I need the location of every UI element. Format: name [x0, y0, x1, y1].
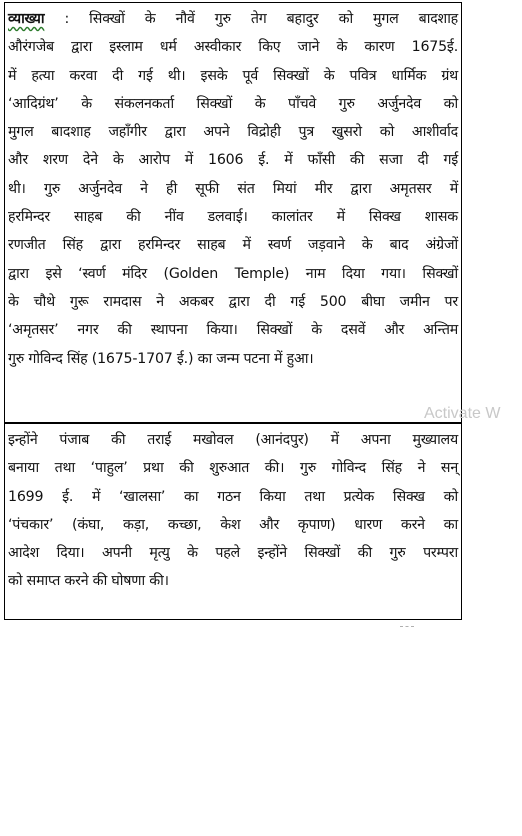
text-line-5: मुगल बादशाह जहाँगीर द्वारा अपने विद्रोही पुत्र खुसरो को आशीर्वाद	[8, 124, 458, 141]
heading-separator: :	[44, 11, 90, 27]
text-line-13: गुरु गोविन्द सिंह (1675-1707 ई.) का जन्म पटना में हुआ।	[8, 350, 314, 367]
activate-windows-watermark: Activate W	[424, 405, 501, 422]
heading-label: व्याख्या	[8, 11, 45, 27]
paragraph-2	[5, 424, 461, 619]
paragraph-1	[5, 3, 461, 424]
text-line-8: हरमिन्दर साहब की नींव डलवाई। कालांतर में सिक्ख शासक	[8, 209, 458, 226]
text-line-16: 1699 ई. में ‘खालसा’ का गठन किया तथा प्रत्येक सिक्ख को	[8, 488, 458, 505]
text-line-12: ‘अमृतसर’ नगर की स्थापना किया। सिक्खों के दसवें और अन्तिम	[8, 322, 458, 339]
text-line-6: और शरण देने के आरोप में 1606 ई. में फाँसी की सजा दी गई	[8, 152, 458, 169]
text-line-10: द्वारा इसे ‘स्वर्ण मंदिर (Golden Temple) नाम दिया गया। सिक्खों	[8, 265, 458, 282]
first-line-text: सिक्खों के नौवें गुरु तेग बहादुर को मुगल बादशाह	[89, 11, 458, 27]
text-line-17: ‘पंचकार’ (कंघा, कड़ा, कच्छा, केश और कृपाण) धारण करने का	[8, 516, 458, 533]
text-line-7: थी। गुरु अर्जुनदेव ने ही सूफी संत मियां मीर द्वारा अमृतसर में	[8, 180, 458, 197]
document-page	[4, 2, 462, 620]
text-line-1	[8, 5, 458, 33]
text-line-15: बनाया तथा ‘पाहुल’ प्रथा की शुरुआत की। गुरु गोविन्द सिंह ने सन्	[8, 460, 458, 477]
text-line-18: आदेश दिया। अपनी मृत्यु के पहले इन्होंने सिक्खों की गुरु परम्परा	[8, 545, 458, 562]
text-line-11: के चौथे गुरू रामदास ने अकबर द्वारा दी गई 500 बीघा जमीन पर	[8, 293, 458, 310]
text-line-14: इन्होंने पंजाब की तराई मखोवल (आनंदपुर) में अपना मुख्यालय	[8, 432, 458, 448]
scan-artifact	[400, 626, 414, 628]
text-line-9: रणजीत सिंह द्वारा हरमिन्दर साहब में स्वर्ण जड़वाने के बाद अंग्रेजों	[8, 237, 458, 254]
text-line-2: औरंगजेब द्वारा इस्लाम धर्म अस्वीकार किए जाने के कारण 1675ई.	[8, 39, 458, 56]
text-line-3: में हत्या करवा दी गई थी। इसके पूर्व सिक्खों के पवित्र धार्मिक ग्रंथ	[8, 67, 458, 84]
text-line-4: ‘आदिग्रंथ’ के संकलनकर्ता सिक्खों के पाँचवे गुरु अर्जुनदेव को	[8, 95, 458, 112]
text-line-19: को समाप्त करने की घोषणा की।	[8, 573, 169, 590]
